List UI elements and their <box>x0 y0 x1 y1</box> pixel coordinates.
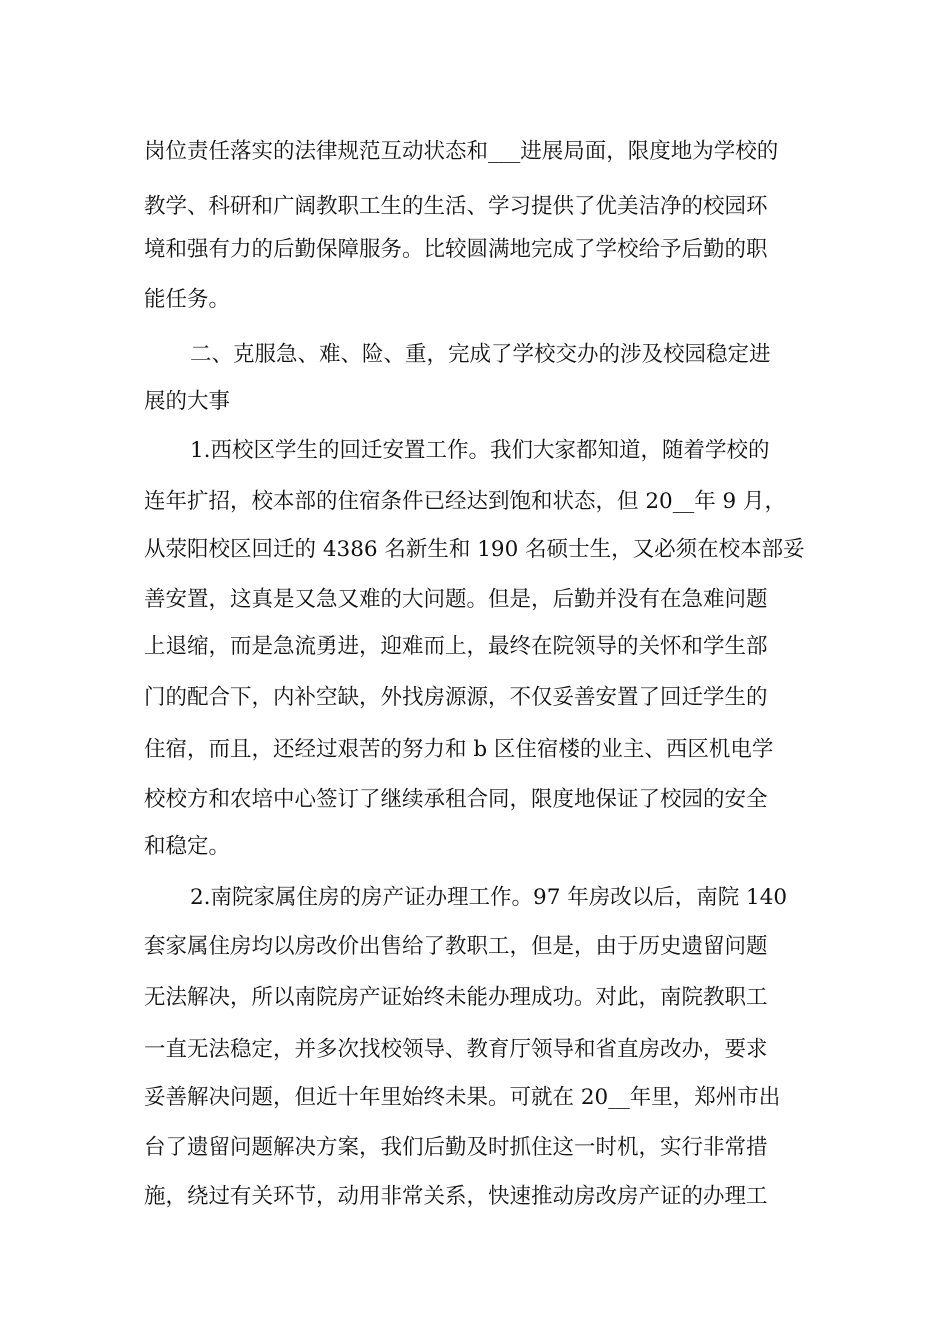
text-line: 套家属住房均以房改价出售给了教职工，但是，由于历史遗留问题 <box>144 934 768 959</box>
text-line: 和稳定。 <box>144 834 231 859</box>
text-line: 妥善解决问题，但近十年里始终未果。可就在 20__年里，郑州市出 <box>144 1085 781 1110</box>
text-line: 施，绕过有关环节，动用非常关系，快速推动房改房产证的办理工 <box>144 1184 768 1209</box>
text-line: 善安置，这真是又急又难的大问题。但是，后勤并没有在急难问题 <box>144 587 768 612</box>
text-line: 1.西校区学生的回迁安置工作。我们大家都知道，随着学校的 <box>190 438 770 463</box>
text-line: 无法解决，所以南院房产证始终未能办理成功。对此，南院教职工 <box>144 985 768 1010</box>
text-line: 台了遗留问题解决方案，我们后勤及时抓住这一时机，实行非常措 <box>144 1135 768 1160</box>
text-line: 一直无法稳定，并多次找校领导、教育厅领导和省直房改办，要求 <box>144 1037 768 1062</box>
text-line: 从荥阳校区回迁的 4386 名新生和 190 名硕士生，又必须在校本部妥 <box>144 537 805 562</box>
text-line: 上退缩，而是急流勇进，迎难而上，最终在院领导的关怀和学生部 <box>144 634 768 659</box>
text-line: 门的配合下，内补空缺，外找房源源，不仅妥善安置了回迁学生的 <box>144 685 768 710</box>
text-line: 住宿，而且，还经过艰苦的努力和 b 区住宿楼的业主、西区机电学 <box>144 737 774 762</box>
text-line: 2.南院家属住房的房产证办理工作。97 年房改以后，南院 140 <box>190 885 788 910</box>
paragraph-heading: 二、克服急、难、险、重，完成了学校交办的涉及校园稳定进 <box>190 342 771 367</box>
text-line: 连年扩招，校本部的住宿条件已经达到饱和状态，但 20__年 9 月， <box>144 489 787 514</box>
text-line: 展的大事 <box>144 389 231 414</box>
text-line: 校校方和农培中心签订了继续承租合同，限度地保证了校园的安全 <box>144 787 768 812</box>
text-line: 岗位责任落实的法律规范互动状态和___进展局面，限度地为学校的 <box>144 139 779 164</box>
text-line: 教学、科研和广阔教职工生的生活、学习提供了优美洁净的校园环 <box>144 194 768 219</box>
text-line: 境和强有力的后勤保障服务。比较圆满地完成了学校给予后勤的职 <box>144 237 768 262</box>
text-line: 能任务。 <box>144 287 231 312</box>
